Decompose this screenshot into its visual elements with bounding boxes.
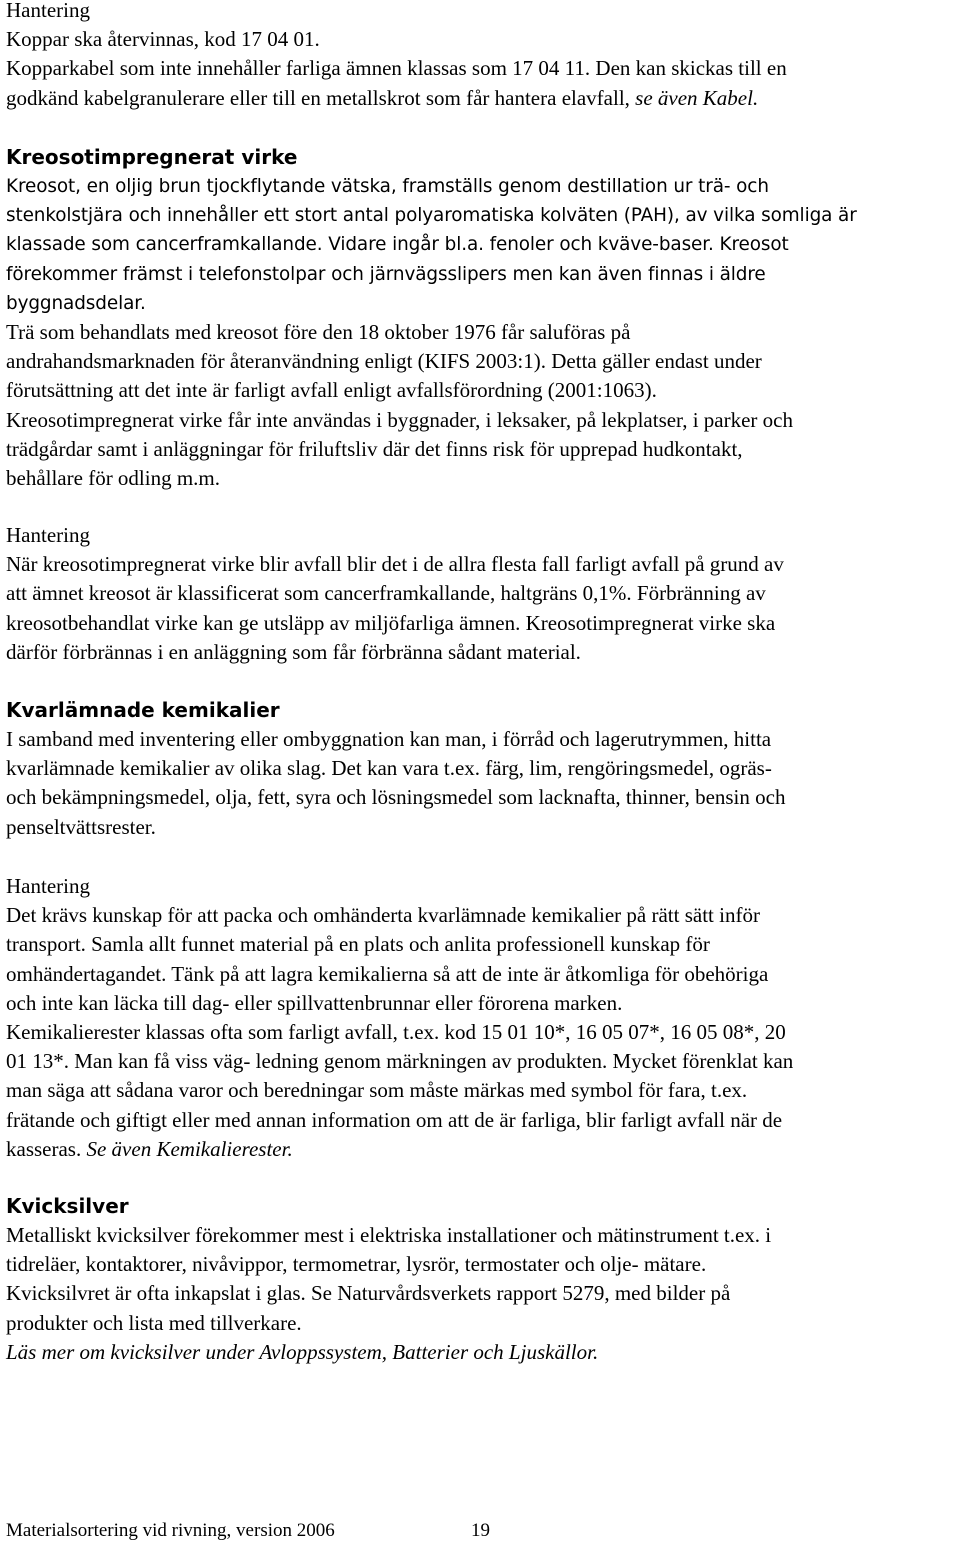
kemikalier-hantering-line: och inte kan läcka till dag- eller spillvattenbrunnar eller förorena marken.	[6, 990, 623, 1015]
kemikalier-hantering-line: frätande och giftigt eller med annan information om att de är farliga, blir farligt avfall när de	[6, 1107, 783, 1132]
kemikalier-hantering-last-line	[6, 1135, 793, 1164]
koppar-line-3-text: godkänd kabelgranulerare eller till en metallskrot som får hantera elavfall,	[6, 85, 636, 110]
kemikalier-hantering-line: Det krävs kunskap för att packa och omhänderta kvarlämnade kemikalier på rätt sätt inför	[6, 903, 760, 928]
kreosot-description	[6, 172, 857, 318]
kreosot-serif-line: Kreosotimpregnerat virke får inte användas i byggnader, i leksaker, på lekplatser, i parker och	[6, 407, 793, 432]
kvicksilver-heading: Kvicksilver	[6, 1194, 129, 1218]
kreosot-hantering-heading: Hantering	[6, 523, 90, 547]
see-also-kemikalierester: Se även Kemikalierester.	[86, 1136, 293, 1161]
koppar-hantering-section	[6, 0, 787, 113]
kreosot-sans-line: stenkolstjära och innehåller ett stort antal polyaromatiska kolväten (PAH), av vilka somliga är	[6, 205, 857, 227]
kreosot-serif-line: andrahandsmarknaden för återanvändning enligt (KIFS 2003:1). Detta gäller endast under	[6, 349, 762, 374]
kreosot-hantering-line: kreosotbehandlat virke kan ge utsläpp av miljöfarliga ämnen. Kreosotimpregnerat virke ska	[6, 610, 776, 635]
koppar-line-3	[6, 84, 787, 113]
footer-title: Materialsortering vid rivning, version 2006	[6, 1520, 335, 1541]
kemikalier-heading: Kvarlämnade kemikalier	[6, 698, 280, 722]
kvicksilver-line: produkter och lista med tillverkare.	[6, 1310, 302, 1335]
kvicksilver-line: Kvicksilvret är ofta inkapslat i glas. Se Naturvårdsverkets rapport 5279, med bilder på	[6, 1281, 731, 1306]
kemikalier-section	[6, 696, 785, 842]
kreosot-heading: Kreosotimpregnerat virke	[6, 145, 298, 169]
kemikalier-hantering-line: omhändertagandet. Tänk på att lagra kemikalierna så att de inte är åtkomliga för obehöriga	[6, 961, 769, 986]
kvicksilver-line: tidreläer, kontaktorer, nivåvippor, termometrar, lysrör, termostater och olje- mätare.	[6, 1252, 707, 1277]
kreosot-hantering-line: att ämnet kreosot är klassificerat som cancerframkallande, haltgräns 0,1%. Förbränning av	[6, 581, 766, 606]
koppar-hantering-heading: Hantering	[6, 0, 90, 22]
kreosot-regulation	[6, 318, 857, 493]
kemikalier-hantering-line: 01 13*. Man kan få viss väg- ledning genom märkningen av produkten. Mycket förenklat kan	[6, 1049, 794, 1074]
koppar-see-also-kabel: se även Kabel.	[635, 85, 759, 110]
kreosot-hantering-line: därför förbrännas i en anläggning som får förbränna sådant material.	[6, 639, 581, 664]
kreosot-serif-line: trädgårdar samt i anläggningar för friluftsliv där det finns risk för upprepad hudkontakt,	[6, 436, 743, 461]
kemikalier-line: I samband med inventering eller ombyggnation kan man, i förråd och lagerutrymmen, hitta	[6, 727, 772, 751]
kemikalier-hantering-line: man säga att sådana varor och beredningar som måste märkas med symbol för fara, t.ex.	[6, 1078, 748, 1103]
kemikalier-line: penseltvättsrester.	[6, 814, 156, 839]
kemikalier-hantering-line: transport. Samla allt funnet material på en plats och anlita professionell kunskap för	[6, 932, 710, 957]
kreosot-hantering-line: När kreosotimpregnerat virke blir avfall blir det i de allra flesta fall farligt avfall på grund av	[6, 552, 784, 577]
koppar-line-2: Kopparkabel som inte innehåller farliga ämnen klassas som 17 04 11. Den kan skickas till en	[6, 56, 787, 81]
kemikalier-line: kvarlämnade kemikalier av olika slag. Det kan vara t.ex. färg, lim, rengöringsmedel, ogräs-	[6, 756, 772, 781]
kreosot-hantering-section	[6, 521, 784, 667]
page-number: 19	[471, 1520, 490, 1541]
kreosot-serif-line: behållare för odling m.m.	[6, 466, 221, 491]
kemikalier-hantering-heading: Hantering	[6, 874, 90, 898]
page-footer	[6, 1519, 490, 1543]
kvicksilver-line: Metalliskt kvicksilver förekommer mest i elektriska installationer och mätinstrument t.ex. i	[6, 1223, 772, 1247]
kemikalier-hantering-section	[6, 872, 793, 1164]
kvicksilver-section	[6, 1192, 771, 1367]
kreosot-sans-line: klassade som cancerframkallande. Vidare ingår bl.a. fenoler och kväve-baser. Kreosot	[6, 234, 789, 256]
kemikalier-line: och bekämpningsmedel, olja, fett, syra och lösningsmedel som lacknafta, thinner, bensin och	[6, 785, 786, 810]
kemikalier-hantering-line: Kemikalierester klassas ofta som farligt avfall, t.ex. kod 15 01 10*, 16 05 07*, 16 05 08*, 20	[6, 1020, 786, 1045]
kreosot-sans-line: förekommer främst i telefonstolpar och järnvägsslipers men kan även finnas i äldre	[6, 263, 766, 285]
kemikalier-body	[6, 725, 785, 842]
kreosot-section	[6, 143, 857, 493]
koppar-line-1: Koppar ska återvinnas, kod 17 04 01.	[6, 27, 320, 52]
kvicksilver-body	[6, 1221, 771, 1367]
kreosot-serif-line: Trä som behandlats med kreosot före den 18 oktober 1976 får saluföras på	[6, 320, 631, 345]
kreosot-sans-line: Kreosot, en oljig brun tjockflytande vätska, framställs genom destillation ur trä- och	[6, 176, 769, 197]
kreosot-sans-line: byggnadsdelar.	[6, 292, 146, 314]
kasseras-text: kasseras.	[6, 1136, 87, 1161]
kvicksilver-read-more: Läs mer om kvicksilver under Avloppssystem, Batterier och Ljuskällor.	[6, 1339, 599, 1364]
kreosot-serif-line: förutsättning att det inte är farligt avfall enligt avfallsförordning (2001:1063).	[6, 378, 657, 403]
